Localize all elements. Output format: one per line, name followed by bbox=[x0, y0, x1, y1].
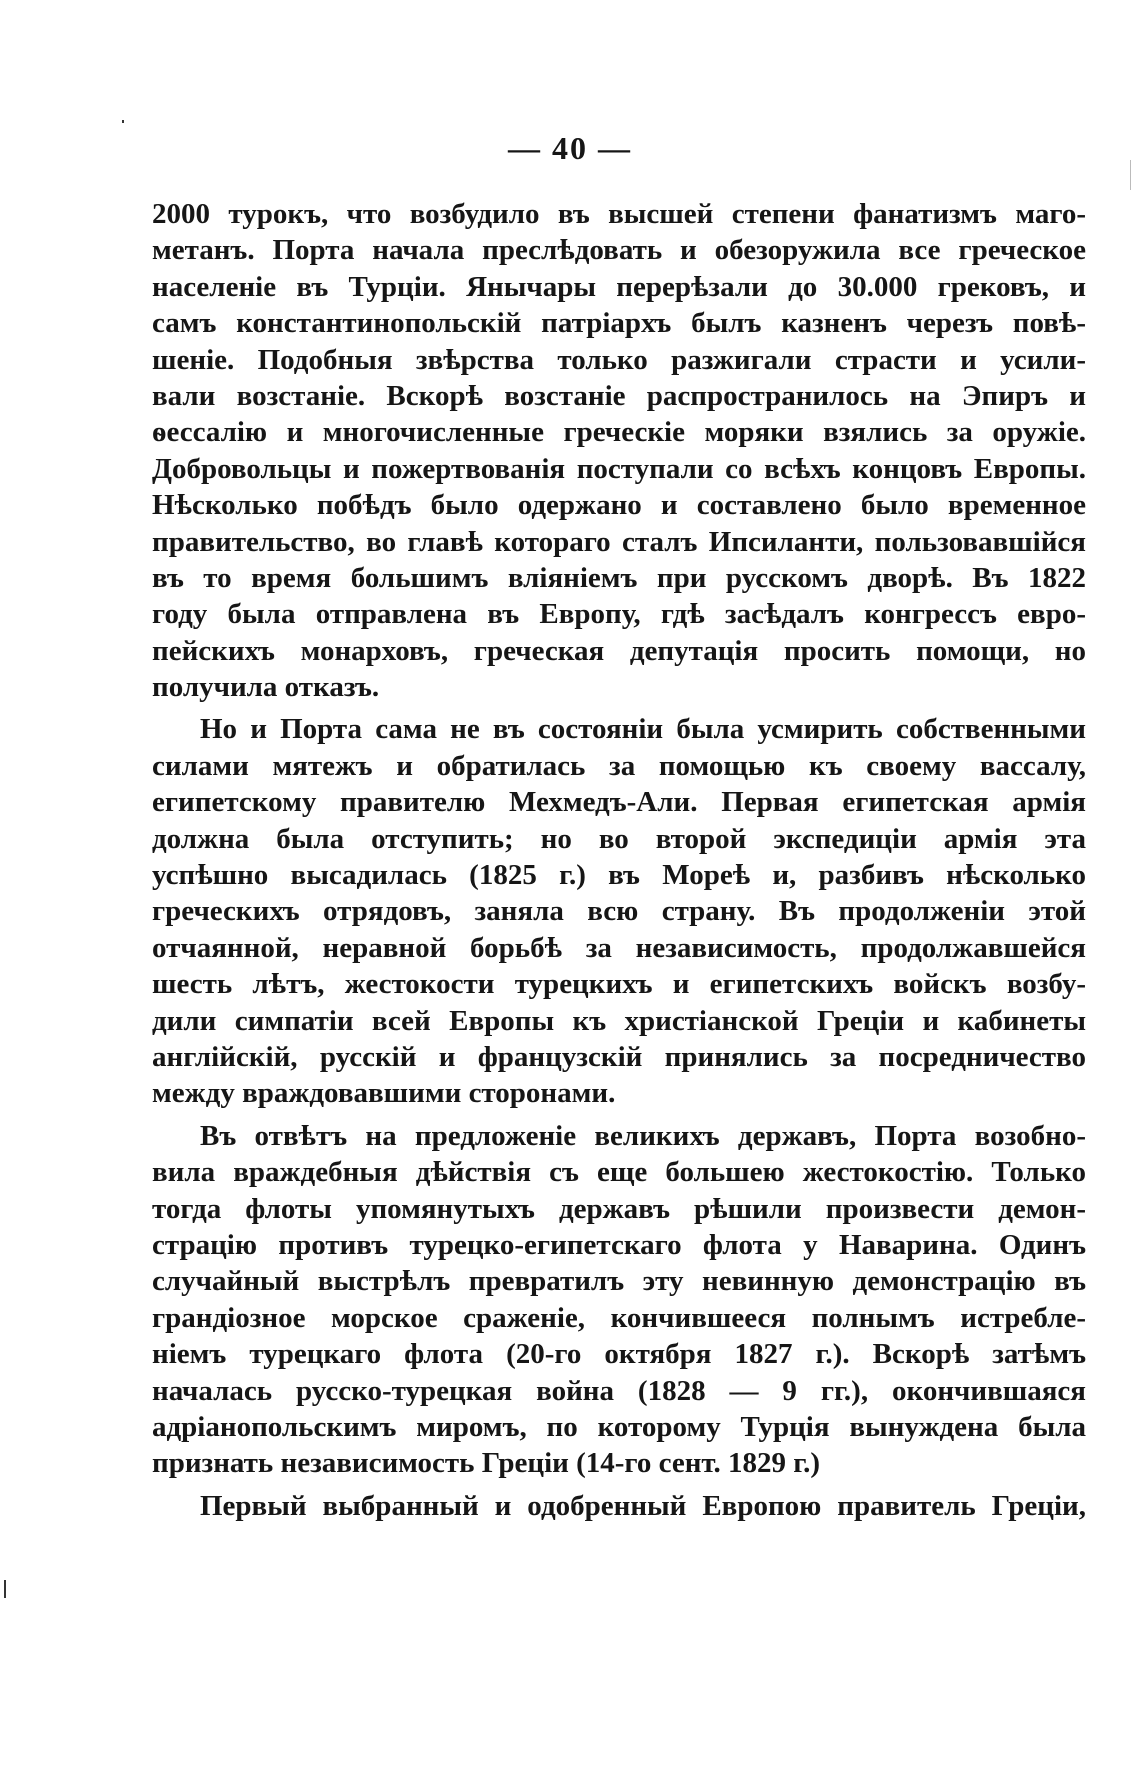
text-line: ѳессалію и многочисленные греческіе моряки взялись за оружіе. bbox=[152, 416, 1086, 449]
text-line: между враждовавшими сторонами. bbox=[152, 1077, 616, 1110]
text-line: англійскій, русскій и французскій принялись за посредничество bbox=[152, 1040, 1086, 1073]
text-line: успѣшно высадилась (1825 г.) въ Мореѣ и, разбивъ нѣсколько bbox=[152, 859, 1086, 892]
scan-speck bbox=[1130, 160, 1131, 190]
paragraph bbox=[152, 196, 1086, 705]
text-line: греческихъ отрядовъ, заняла всю страну. Въ продолженіи этой bbox=[152, 895, 1086, 928]
paragraph bbox=[152, 1118, 1086, 1482]
text-line: Въ отвѣтъ на предложеніе великихъ державъ, Порта возобно- bbox=[200, 1119, 1086, 1152]
text-line: вали возстаніе. Вскорѣ возстаніе распространилось на Эпиръ и bbox=[152, 379, 1086, 412]
text-line: Первый выбранный и одобренный Европою правитель Греціи, bbox=[200, 1489, 1086, 1522]
body-text bbox=[152, 196, 1086, 1524]
text-line: началась русско-турецкая война (1828 — 9 гг.), окончившаяся bbox=[152, 1374, 1086, 1407]
text-line: пейскихъ монарховъ, греческая депутація просить помощи, но bbox=[152, 634, 1086, 667]
text-line: вила враждебныя дѣйствія съ еще большею жестокостію. Только bbox=[152, 1156, 1086, 1189]
text-line: Но и Порта сама не въ состояніи была усмирить собственными bbox=[200, 713, 1086, 746]
text-line: Нѣсколько побѣдъ было одержано и составлено было временное bbox=[152, 489, 1086, 522]
paragraph bbox=[152, 1488, 1086, 1524]
text-line: году была отправлена въ Европу, гдѣ засѣдалъ конгрессъ евро- bbox=[152, 598, 1086, 631]
text-line: получила отказъ. bbox=[152, 671, 380, 704]
text-line: тогда флоты упомянутыхъ державъ рѣшили произвести демон- bbox=[152, 1192, 1086, 1225]
text-line: въ то время большимъ вліяніемъ при русскомъ дворѣ. Въ 1822 bbox=[152, 561, 1086, 594]
text-line: египетскому правителю Мехмедъ-Али. Первая египетская армія bbox=[152, 786, 1086, 819]
text-line: 2000 турокъ, что возбудило въ высшей степени фанатизмъ маго- bbox=[152, 198, 1086, 230]
text-line: шесть лѣтъ, жестокости турецкихъ и египетскихъ войскъ возбу- bbox=[152, 968, 1086, 1001]
text-line: адріанопольскимъ миромъ, по которому Турція вынуждена была bbox=[152, 1410, 1086, 1443]
text-line: отчаянной, неравной борьбѣ за независимость, продолжавшейся bbox=[152, 931, 1086, 964]
text-line: грандіозное морское сраженіе, кончившееся полнымъ истребле- bbox=[152, 1301, 1086, 1334]
text-line: населеніе въ Турціи. Янычары перерѣзали до 30.000 грековъ, и bbox=[152, 270, 1086, 303]
page-number: — 40 — bbox=[508, 130, 632, 166]
text-line: силами мятежъ и обратилась за помощью къ своему вассалу, bbox=[152, 749, 1086, 782]
paragraph bbox=[152, 711, 1086, 1111]
text-line: шеніе. Подобныя звѣрства только разжигали страсти и усили- bbox=[152, 343, 1086, 376]
text-line: страцію противъ турецко-египетскаго флота у Наварина. Одинъ bbox=[152, 1228, 1086, 1261]
text-line: случайный выстрѣлъ превратилъ эту невинную демонстрацію въ bbox=[152, 1265, 1086, 1298]
scan-speck bbox=[122, 120, 124, 123]
text-line: правительство, во главѣ котораго сталъ Ипсиланти, пользовавшійся bbox=[152, 525, 1086, 558]
text-line: Добровольцы и пожертвованія поступали со всѣхъ концовъ Европы. bbox=[152, 452, 1086, 485]
text-line: должна была отступить; но во второй экспедиціи армія эта bbox=[152, 822, 1086, 855]
text-line: признать независимость Греціи (14-го сент. 1829 г.) bbox=[152, 1447, 821, 1480]
text-line: самъ константинопольскій патріархъ былъ казненъ черезъ повѣ- bbox=[152, 307, 1086, 340]
text-line: дили симпатіи всей Европы къ христіанской Греціи и кабинеты bbox=[152, 1004, 1086, 1037]
text-line: метанъ. Порта начала преслѣдовать и обезоружила все греческое bbox=[152, 234, 1086, 267]
text-line: ніемъ турецкаго флота (20-го октября 1827 г.). Вскорѣ затѣмъ bbox=[152, 1338, 1086, 1371]
scan-speck bbox=[4, 1580, 6, 1598]
